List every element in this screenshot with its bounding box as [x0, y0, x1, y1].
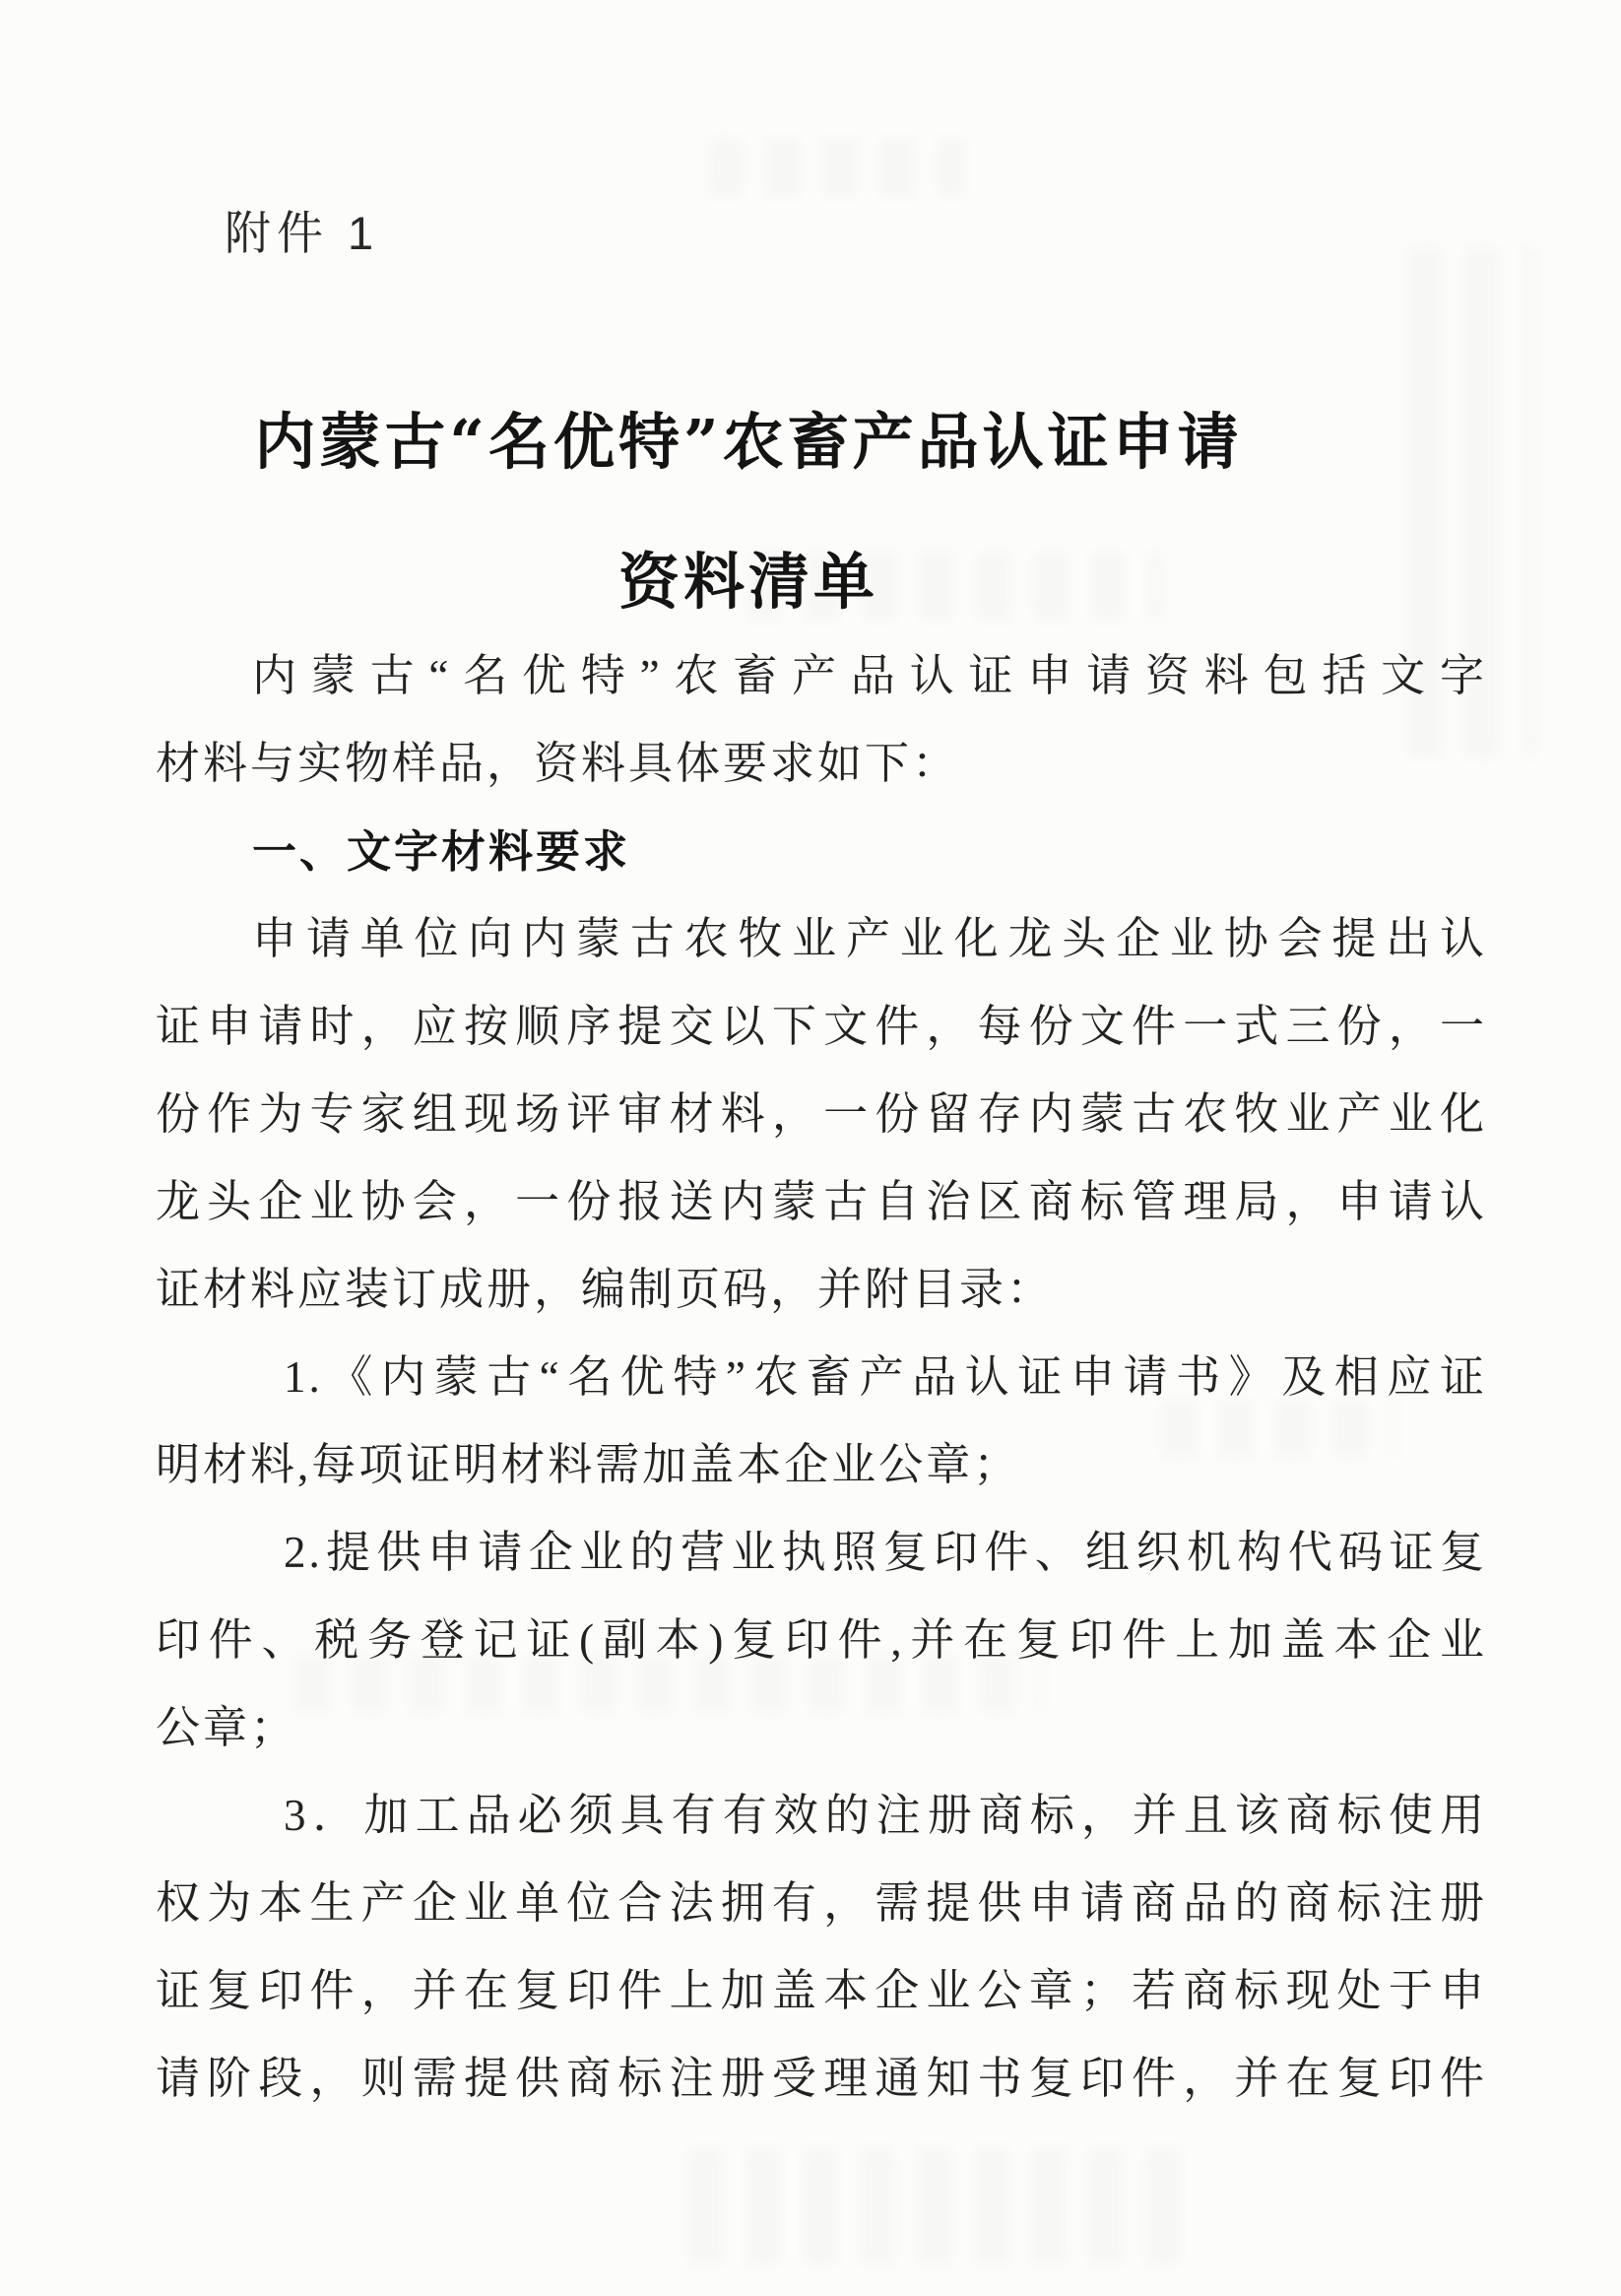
- document-title: [0, 372, 1497, 652]
- list-item-1-line: 1.《内蒙古“名优特”农畜产品认证申请书》及相应证: [284, 1352, 1487, 1402]
- body-line: 证申请时，应按顺序提交以下文件，每份文件一式三份，一: [156, 1002, 1487, 1051]
- list-item-3-line: 证复印件，并在复印件上加盖本企业公章；若商标现处于申: [156, 1966, 1487, 2015]
- document-title-line2: 资料清单: [617, 546, 878, 618]
- attachment-number-label: 附件 1: [225, 207, 380, 259]
- list-item-2-line: 2.提供申请企业的营业执照复印件、组织机构代码证复: [284, 1528, 1487, 1577]
- list-item-1-line: 明材料,每项证明材料需加盖本企业公章；: [156, 1440, 1021, 1489]
- section-heading: 一、文字材料要求: [252, 826, 631, 877]
- list-item-2-line: 印件、税务登记证(副本)复印件,并在复印件上加盖本企业: [156, 1615, 1487, 1665]
- list-item-3-line: 请阶段，则需提供商标注册受理通知书复印件，并在复印件: [156, 2054, 1487, 2103]
- scan-artifact: [689, 2147, 1201, 2265]
- body-line: 内蒙古“名优特”农畜产品认证申请资料包括文字: [252, 651, 1487, 700]
- list-item-3-line: 3．加工品必须具有有效的注册商标，并且该商标使用: [284, 1791, 1487, 1840]
- body-line: 证材料应装订成册，编制页码，并附目录：: [156, 1265, 1055, 1314]
- body-line: 材料与实物样品，资料具体要求如下：: [156, 739, 960, 788]
- body-line: 龙头企业协会，一份报送内蒙古自治区商标管理局，申请认: [156, 1177, 1487, 1226]
- document-body: [156, 632, 1487, 2123]
- body-line: 份作为专家组现场评审材料，一份留存内蒙古农牧业产业化: [156, 1089, 1487, 1139]
- list-item-2-line: 公章；: [156, 1703, 298, 1752]
- body-line: 申请单位向内蒙古农牧业产业化龙头企业协会提出认: [252, 914, 1487, 963]
- scan-artifact: [709, 138, 965, 197]
- list-item-3-line: 权为本生产企业单位合法拥有，需提供申请商品的商标注册: [156, 1878, 1487, 1928]
- document-title-line1: 内蒙古“名优特”农畜产品认证申请: [254, 406, 1243, 478]
